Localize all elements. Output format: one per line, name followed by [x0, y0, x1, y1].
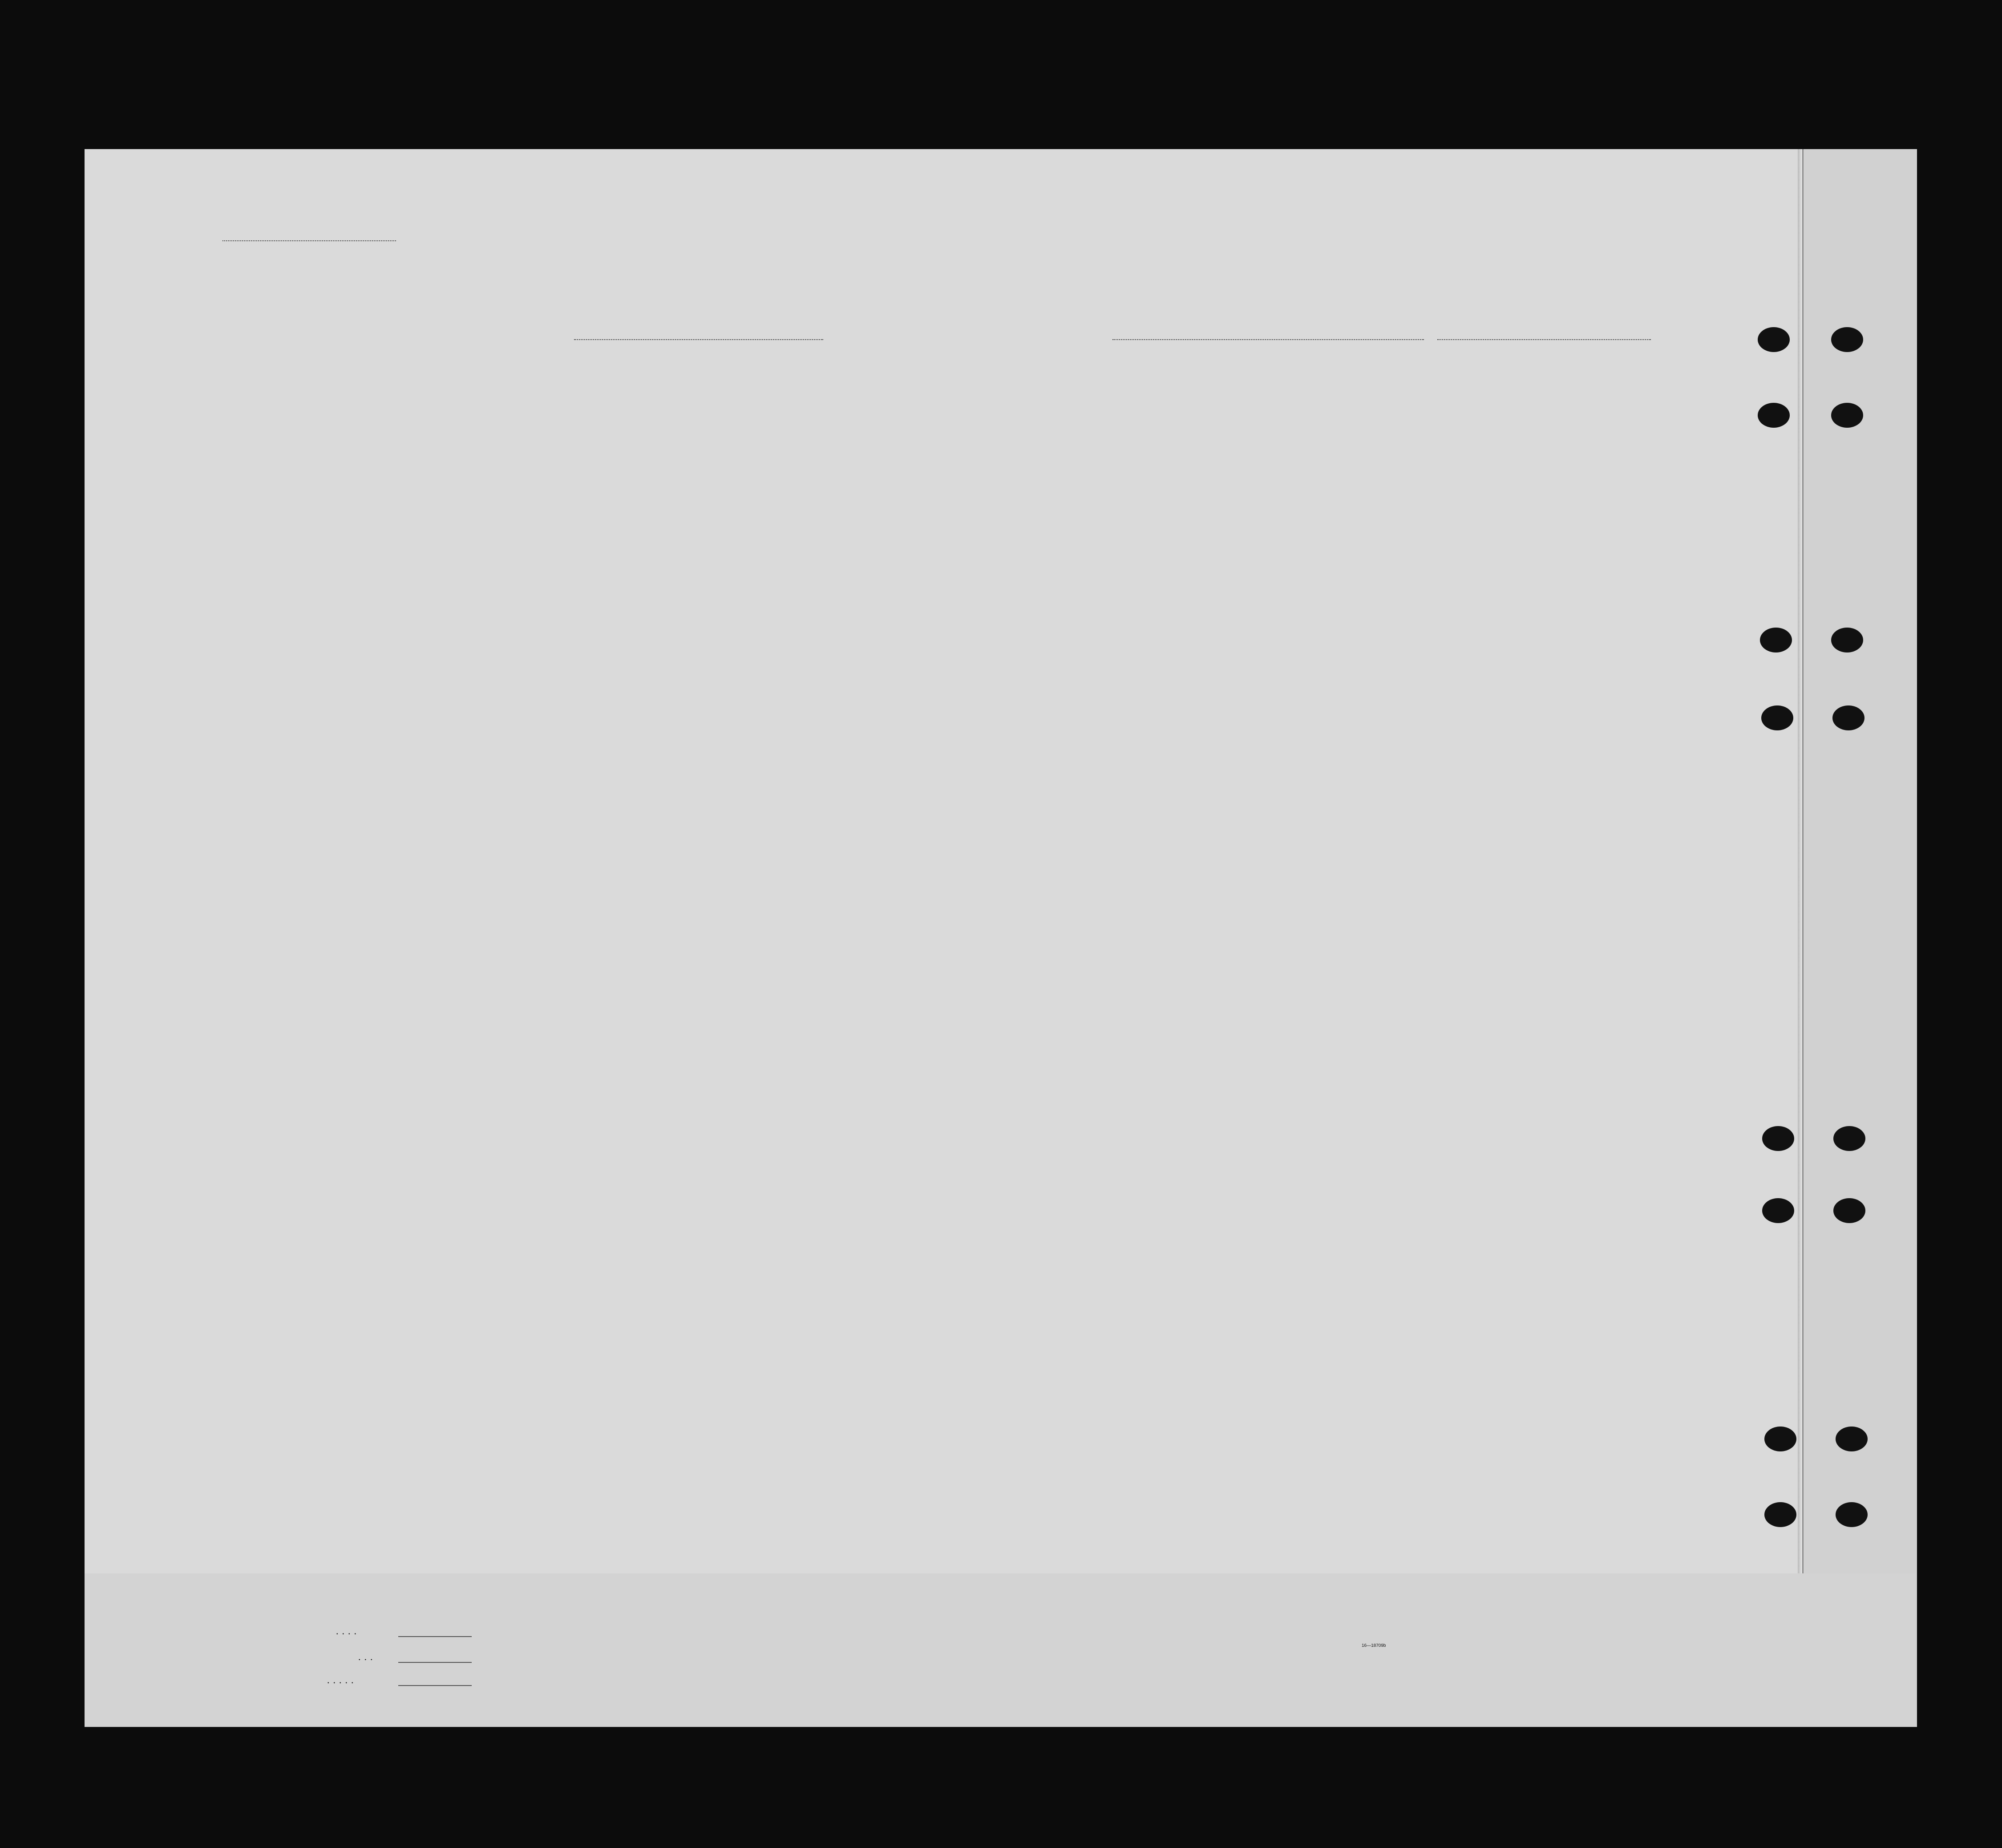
aliens-line [398, 1685, 472, 1686]
binder-hole [1760, 628, 1792, 652]
total-dots-3: ..... [327, 1674, 357, 1686]
binder-hole [1762, 1198, 1794, 1223]
total-dots-2: ... [358, 1651, 376, 1662]
total-dots-1: .... [336, 1625, 360, 1637]
binder-hole [1762, 1126, 1794, 1151]
binder-hole [1758, 327, 1790, 352]
binder-hole [1833, 1126, 1865, 1151]
us-citizens-line [398, 1662, 472, 1663]
binder-hole [1764, 1502, 1796, 1527]
header-right-no [1895, 426, 1917, 458]
binder-hole [1836, 1502, 1868, 1527]
binder-hole [1764, 1427, 1796, 1451]
binder-hole [1761, 705, 1793, 730]
binder-hole [1831, 327, 1863, 352]
binder-hole [1831, 403, 1863, 428]
binder-hole [1758, 403, 1790, 428]
binder-hole [1832, 705, 1864, 730]
footnote-printer-code: 16—18709b [1362, 1643, 1386, 1648]
binder-hole [1831, 628, 1863, 652]
binder-hole [1836, 1427, 1868, 1451]
total-passengers-line [398, 1636, 472, 1637]
binder-hole [1833, 1198, 1865, 1223]
